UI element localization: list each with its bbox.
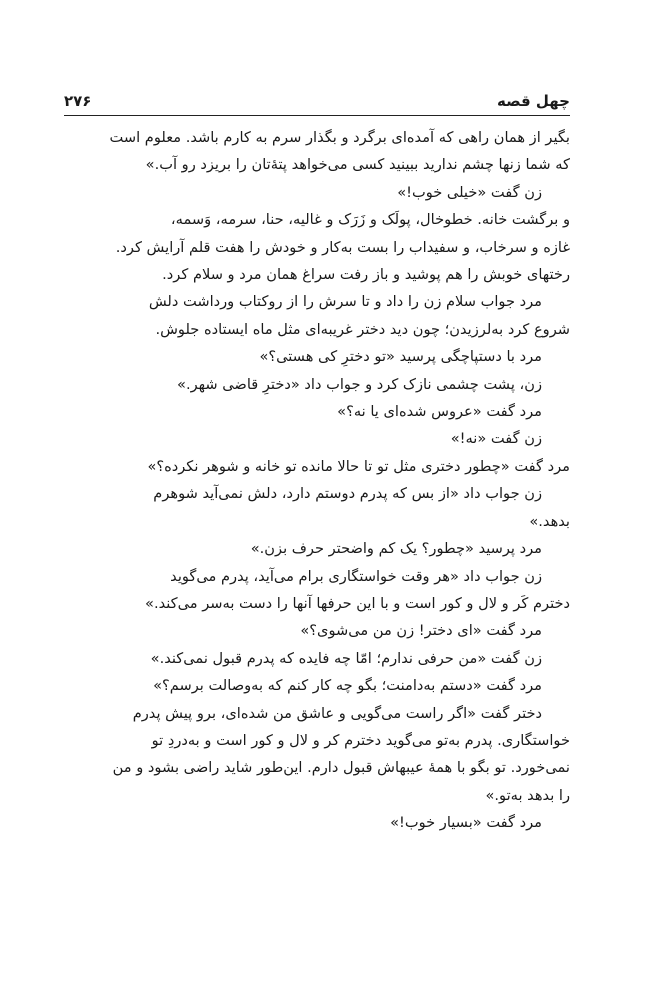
text-line: غازه و سرخاب، و سفیداب را بست به‌کار و خودش را هفت قلم آرایش کرد. [115, 238, 570, 256]
text-line: خواستگاری. پدرم به‌تو می‌گوید دخترم کر و لال و کور است و به‌دردِ تو [151, 731, 570, 749]
text-line: مرد با دستپاچگی پرسید «تو دخترِ کی هستی؟» [259, 348, 542, 366]
text-line: مرد گفت «دستم به‌دامنت؛ بگو چه کار کنم که به‌وصالت برسم؟» [153, 677, 542, 695]
text-line: دختر گفت «اگر راست می‌گویی و عاشق من شده‌ای، برو پیش پدرم [132, 704, 542, 722]
text-line: نمی‌خورد. تو بگو با همهٔ عیبهاش قبول دارم. این‌طور شاید راضی بشود و من [112, 759, 570, 777]
text-line: دخترم کَر و لال و کور است و با این حرفها آنها را دست به‌سر می‌کند.» [145, 594, 570, 612]
text-line: را بدهد به‌تو.» [485, 786, 570, 804]
text-line: زن گفت «من حرفی ندارم؛ امّا چه فایده که پدرم قبول نمی‌کند.» [150, 649, 542, 667]
text-line: زن جواب داد «هر وقت خواستگاری برام می‌آید، پدرم می‌گوید [170, 567, 542, 585]
text-line: مرد پرسید «چطور؟ یک کم واضحتر حرف بزن.» [250, 540, 542, 558]
text-line: رختهای خوبش را هم پوشید و باز رفت سراغ همان مرد و سلام کرد. [162, 266, 570, 284]
text-line: مرد گفت «بسیار خوب!» [390, 814, 542, 832]
book-title: چهل قصه [496, 92, 570, 110]
text-line: زن، پشت چشمی نازک کرد و جواب داد «دخترِ قاضی شهر.» [177, 375, 542, 393]
text-line: مرد گفت «ای دختر! زن من می‌شوی؟» [300, 622, 542, 640]
text-line: مرد گفت «چطور دختری مثل تو تا حالا مانده تو خانه و شوهر نکرده؟» [147, 457, 570, 475]
text-line: بگیر از همان راهی که آمده‌ای برگرد و بگذار سرم به کارم باشد. معلوم است [109, 129, 570, 146]
text-line: مرد جواب سلام زن را داد و تا سرش را از روکتاب ورداشت دلش [148, 293, 542, 311]
text-line: زن گفت «خیلی خوب!» [397, 183, 542, 201]
story-text [64, 124, 570, 837]
text-line: زن گفت «نه!» [450, 430, 542, 448]
text-line: و برگشت خانه. خطوخال، پولَک و زَرَک و غالیه، حنا، سرمه، وَسمه، [170, 211, 570, 229]
text-line: که شما زنها چشم ندارید ببینید کسی می‌خواهد پتهٔ‌تان را بریزد رو آب.» [145, 156, 570, 174]
text-line: شروع کرد به‌لرزیدن؛ چون دید دختر غریبه‌ای مثل ماه ایستاده جلوش. [155, 320, 570, 338]
page-number: ۲۷۶ [64, 92, 92, 110]
running-header [64, 92, 570, 114]
text-line: مرد گفت «عروس شده‌ای یا نه؟» [337, 403, 542, 421]
text-line: زن جواب داد «از بس که پدرم دوستم دارد، دلش نمی‌آید شوهرم [153, 485, 542, 503]
header-rule [64, 115, 570, 116]
text-line: بدهد.» [529, 512, 570, 530]
